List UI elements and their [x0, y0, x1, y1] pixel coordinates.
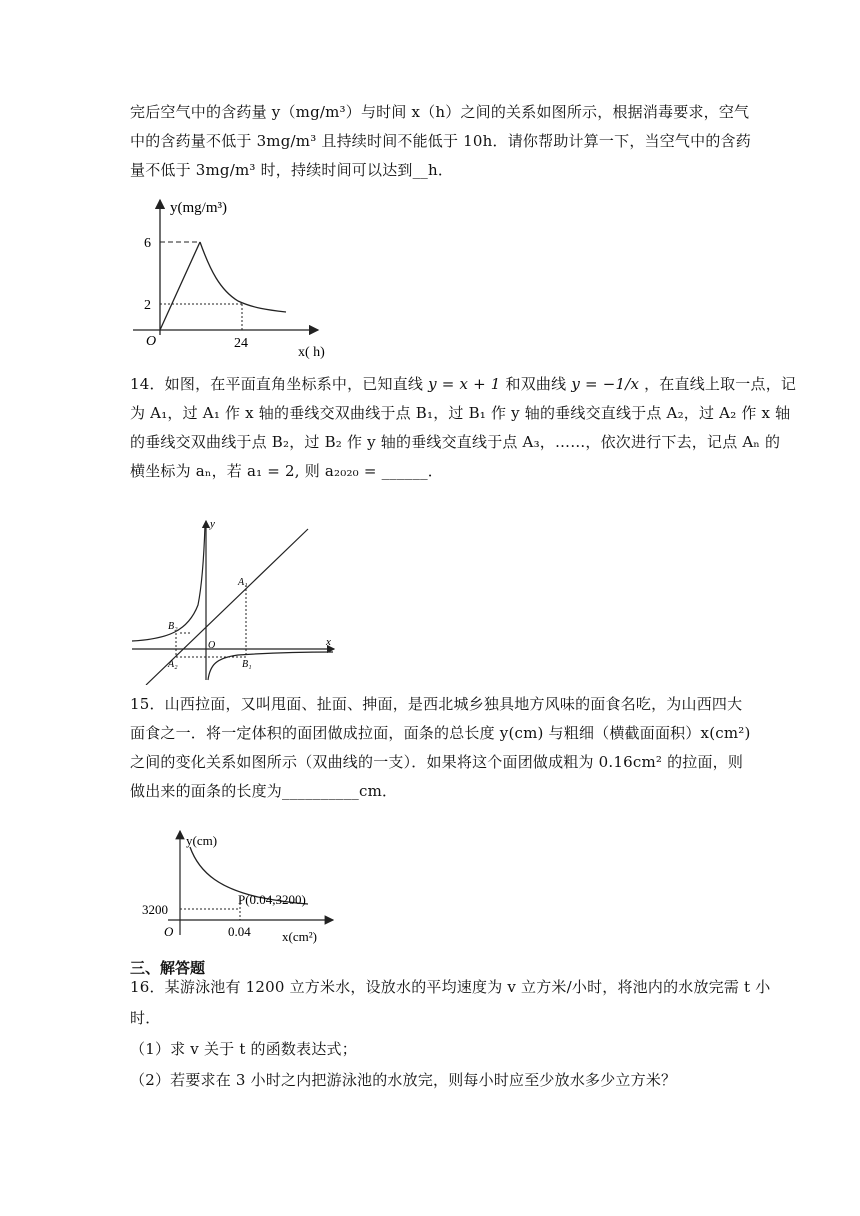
q16-line-1: 16．某游泳池有 1200 立方米水，设放水的平均速度为 v 立方米/小时，将池内的水放完需 t 小 [130, 978, 771, 996]
q16-line-2: 时． [130, 1009, 161, 1027]
q15-xlabel: x(cm²) [282, 929, 317, 944]
q15-line-4: 做出来的面条的长度为__________cm． [130, 782, 398, 800]
q14-line-3: 的垂线交双曲线于点 B₂，过 B₂ 作 y 轴的垂线交直线于点 A₃，……，依次进行下去，记点 Aₙ 的 [130, 433, 781, 451]
q13-decay-curve [200, 242, 286, 312]
q14-hyperbola-right [208, 652, 333, 680]
q14-graph [128, 515, 343, 685]
q13-ylabel: y(mg/m³) [170, 200, 227, 216]
q13-tick-6: 6 [144, 236, 151, 251]
q14-label-a2: A₂ [168, 659, 178, 670]
q14-line-1-b: 和双曲线 [505, 375, 567, 393]
q14-line-1 [130, 370, 797, 399]
q15-ylabel: y(cm) [186, 833, 218, 848]
q13-line-1: 完后空气中的含药量 y（mg/m³）与时间 x（h）之间的关系如图所示，根据消毒要求，空气 [130, 103, 750, 121]
q13-graph [128, 190, 338, 360]
q14-origin: O [208, 640, 216, 651]
question-14-text [130, 370, 797, 486]
q15-graph [128, 825, 338, 950]
q15-point-label: P(0.04,3200) [238, 892, 306, 907]
question-15-text [130, 690, 751, 806]
q14-label-b1: B₁ [242, 659, 252, 670]
q15-origin: O [164, 924, 174, 939]
q13-rising-segment [160, 242, 200, 330]
q13-xlabel: x( h) [298, 345, 325, 360]
q14-hyperbola-eq: y = −1/x [571, 375, 640, 393]
q14-ylabel: y [210, 518, 215, 530]
q14-line-4: 横坐标为 aₙ，若 a₁ = 2, 则 a₂₀₂₀ = ______． [130, 462, 443, 480]
q14-line-eq: y = x + 1 [428, 375, 501, 393]
q15-tick-x: 0.04 [228, 924, 251, 939]
q15-tick-y: 3200 [142, 902, 168, 917]
q14-line-2: 为 A₁，过 A₁ 作 x 轴的垂线交双曲线于点 B₁，过 B₁ 作 y 轴的垂线交直线于点 A₂，过 A₂ 作 x 轴 [130, 404, 791, 422]
q13-tick-2: 2 [144, 298, 151, 313]
q13-line-3: 量不低于 3mg/m³ 时，持续时间可以达到__h． [130, 161, 454, 179]
q14-line-1-c: ，在直线上取一点，记 [644, 375, 797, 393]
question-16-text [130, 972, 771, 1096]
q16-line-4: （2）若要求在 3 小时之内把游泳池的水放完，则每小时应至少放水多少立方米？ [130, 1071, 677, 1089]
q15-line-1: 15．山西拉面，又叫甩面、扯面、抻面，是西北城乡独具地方风味的面食名吃，为山西四大 [130, 695, 743, 713]
q13-origin: O [146, 334, 157, 349]
q14-label-a1: A₁ [238, 577, 248, 588]
q14-xlabel: x [326, 636, 331, 648]
q16-line-3: （1）求 v 关于 t 的函数表达式； [130, 1040, 357, 1058]
q14-label-b2: B₂ [168, 621, 178, 632]
q15-line-3: 之间的变化关系如图所示（双曲线的一支）．如果将这个面团做成粗为 0.16cm² 的拉面，则 [130, 753, 744, 771]
q13-tick-24: 24 [234, 336, 248, 351]
section-3-heading: 三、解答题 [130, 959, 206, 977]
q13-line-2: 中的含药量不低于 3mg/m³ 且持续时间不能低于 10h．请你帮助计算一下，当空气中的含药 [130, 132, 751, 150]
question-13-text [130, 98, 751, 185]
q15-line-2: 面食之一．将一定体积的面团做成拉面，面条的总长度 y(cm) 与粗细（横截面面积）x(cm²) [130, 724, 751, 742]
q14-line-1-a: 14．如图，在平面直角坐标系中，已知直线 [130, 375, 424, 393]
